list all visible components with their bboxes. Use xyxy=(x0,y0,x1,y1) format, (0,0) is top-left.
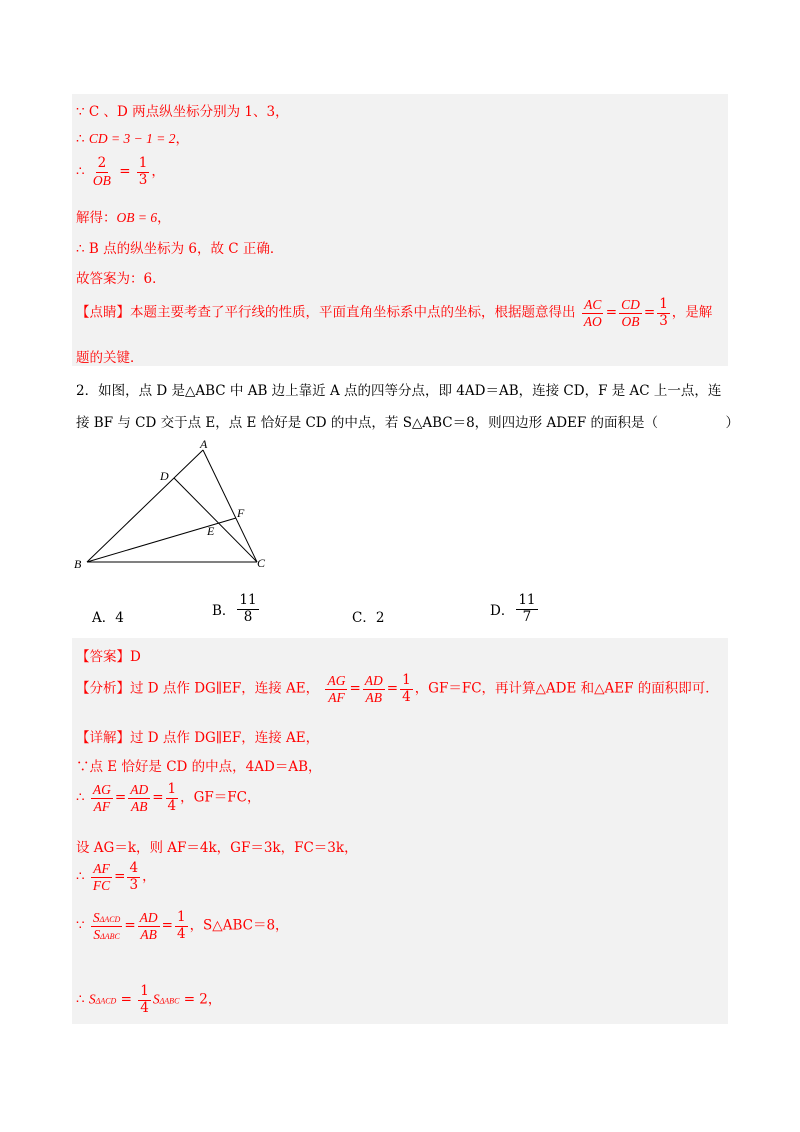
denominator: 4 xyxy=(167,797,177,814)
tag-analysis: 【分析】 xyxy=(76,680,130,697)
area-symbol: S xyxy=(88,991,96,1007)
denominator: 3 xyxy=(138,171,148,188)
denominator: 4 xyxy=(176,925,186,942)
choice-a[interactable]: A．4 xyxy=(92,610,124,626)
label-b: B xyxy=(74,557,82,571)
box1-line-2 xyxy=(76,127,189,147)
label-a: A xyxy=(200,437,208,451)
fraction xyxy=(128,782,150,814)
fraction xyxy=(91,861,112,893)
denominator: AF xyxy=(328,689,345,705)
box1-line-1: ∵ C 、D 两点纵坐标分别为 1、3， xyxy=(76,104,289,120)
numerator: AD xyxy=(364,673,383,688)
punctuation: ， xyxy=(175,131,189,147)
punctuation: ， xyxy=(142,868,156,885)
numerator: AD xyxy=(139,910,158,925)
denominator: 3 xyxy=(129,876,139,893)
fraction xyxy=(363,673,385,705)
fraction xyxy=(91,910,122,942)
label-e: E xyxy=(207,524,215,538)
tag-detail: 【详解】 xyxy=(76,730,130,746)
denominator: AB xyxy=(130,798,148,814)
punctuation: ，是解 xyxy=(671,304,713,321)
numerator: 4 xyxy=(129,860,139,876)
numerator: AD xyxy=(130,782,149,797)
box1-line-5: ∴ B 点的纵坐标为 6，故 C 正确． xyxy=(76,241,284,257)
area-symbol: S xyxy=(93,926,101,942)
detail-line-3: ∴ $\frac{AG}{AF}$ = $\frac{AD}{AB}$ = $\frac{1}{4}$ ，GF＝FC， xyxy=(76,781,261,814)
solve-label: 解得： xyxy=(76,210,117,226)
box1-line-3 xyxy=(76,156,165,188)
detail-line-4: 设 AG＝k，则 AF＝4k，GF＝3k，FC＝3k， xyxy=(76,840,358,856)
denominator: 4 xyxy=(140,999,149,1016)
detail-text: 过 D 点作 DG∥EF，连接 AE， xyxy=(130,730,320,746)
therefore-symbol: ∴ xyxy=(76,991,85,1008)
numerator: CD xyxy=(621,297,640,312)
detail-line-6: ∵ $\frac{\text{SΔACD}}{\text{SΔABC}}$ = $\frac{AD}{AB}$ = $\frac{1}{4}$ ，S△ABC＝8， xyxy=(76,909,289,942)
equals: = xyxy=(119,163,131,180)
numerator: 1 xyxy=(659,296,668,312)
choice-d-label: D． xyxy=(490,603,515,620)
box1-line-4 xyxy=(76,206,171,226)
numerator: 2 xyxy=(97,155,107,171)
denominator: 7 xyxy=(522,608,532,625)
subscript: ΔACD xyxy=(95,996,117,1006)
because-symbol: ∵ xyxy=(76,917,85,934)
area-symbol: S xyxy=(152,991,160,1007)
numerator: 1 xyxy=(140,983,149,999)
detail-line-7 xyxy=(76,984,221,1016)
label-d: D xyxy=(160,469,169,483)
denominator: 3 xyxy=(659,312,668,329)
denominator: 4 xyxy=(402,688,411,705)
punctuation: ， xyxy=(157,210,171,226)
key-point-text: 本题主要考查了平行线的性质，平面直角坐标系中点的坐标，根据题意得出 xyxy=(130,304,576,321)
denominator: AB xyxy=(140,926,157,942)
question-line-1: 2．如图，点 D 是△ABC 中 AB 边上靠近 A 点的四等分点，即 4AD＝AB，连接 CD，F 是 AC 上一点，连 xyxy=(76,383,722,399)
equation: = 2 xyxy=(183,991,208,1008)
label-f: F xyxy=(237,506,245,520)
fraction xyxy=(325,673,347,705)
numerator: AC xyxy=(584,297,602,312)
tag-answer: 【答案】 xyxy=(76,649,130,665)
fraction xyxy=(137,156,150,188)
choice-b-label: B． xyxy=(212,603,236,620)
analysis-text: 过 D 点作 DG∥EF，连接 AE， xyxy=(130,680,320,697)
analysis-text: ，GF＝FC，再计算△ADE 和△AEF 的面积即可． xyxy=(414,680,719,697)
therefore-symbol: ∴ xyxy=(76,789,85,806)
answer-value: D xyxy=(130,649,141,665)
fraction xyxy=(91,156,113,188)
segment-dc xyxy=(174,478,257,562)
choice-d[interactable] xyxy=(490,593,540,625)
denominator: OB xyxy=(621,313,640,329)
fraction xyxy=(138,984,151,1016)
triangle-figure xyxy=(70,436,290,576)
box1-line-8: 题的关键． xyxy=(76,350,144,366)
fraction xyxy=(657,297,670,329)
choice-b[interactable] xyxy=(212,593,261,625)
question-line-2: 接 BF 与 CD 交于点 E，点 E 恰好是 CD 的中点，若 S△ABC＝8，则四边形 ADEF 的面积是（ ） xyxy=(76,415,740,431)
subscript: ΔABC xyxy=(100,931,120,941)
therefore-symbol: ∴ xyxy=(76,868,85,885)
therefore-symbol: ∴ xyxy=(76,163,85,180)
area-symbol: S xyxy=(92,910,100,925)
numerator: 1 xyxy=(167,781,177,797)
equation: CD = 3 − 1 = 2 xyxy=(88,131,176,146)
detail-line-2: ∵点 E 恰好是 CD 的中点，4AD＝AB， xyxy=(76,759,322,775)
denominator: AO xyxy=(583,313,602,329)
label-c: C xyxy=(257,556,266,570)
denominator: 8 xyxy=(243,608,253,625)
segment-ac xyxy=(203,450,257,562)
fraction xyxy=(91,782,113,814)
fraction xyxy=(166,782,179,814)
answer-line xyxy=(76,645,141,665)
fraction xyxy=(138,910,160,942)
numerator: AG xyxy=(327,673,346,688)
punctuation: ，GF＝FC， xyxy=(180,789,261,806)
numerator: 1 xyxy=(138,155,148,171)
denominator: OB xyxy=(92,172,111,188)
punctuation: ， xyxy=(151,163,165,180)
fraction xyxy=(582,297,604,329)
numerator: 1 xyxy=(176,909,186,925)
box1-line-7: 【点睛】本题主要考查了平行线的性质，平面直角坐标系中点的坐标，根据题意得出 $\frac{AC}{AO}$ = $\frac{CD}{OB}$ = $\frac{1}{3}$ ，是解 xyxy=(76,296,713,329)
denominator: AF xyxy=(93,798,111,814)
box1-line-6: 故答案为：6． xyxy=(76,271,166,287)
punctuation: ，S△ABC＝8， xyxy=(189,917,289,934)
numerator: 11 xyxy=(239,592,257,608)
denominator: FC xyxy=(92,877,111,893)
fraction xyxy=(400,673,413,705)
fraction xyxy=(237,593,258,625)
numerator: 11 xyxy=(518,592,536,608)
fraction xyxy=(516,593,537,625)
numerator: 1 xyxy=(402,672,411,688)
fraction xyxy=(619,297,642,329)
tag-key-point: 【点睛】 xyxy=(76,304,130,321)
subscript: ΔABC xyxy=(159,996,180,1006)
numerator: AF xyxy=(93,861,110,876)
equation: OB = 6 xyxy=(116,210,158,225)
equals: = xyxy=(120,991,132,1008)
therefore-symbol: ∴ xyxy=(76,131,85,147)
denominator: AB xyxy=(365,689,383,705)
analysis-line: 【分析】过 D 点作 DG∥EF，连接 AE， $\frac{AG}{AF}$ = $\frac{AD}{AB}$ = $\frac{1}{4}$ ，GF＝FC，再计算△ADE 和△AEF 的面积即可． xyxy=(76,672,719,705)
numerator: AG xyxy=(92,782,111,797)
detail-line-1 xyxy=(76,726,319,746)
detail-line-5: ∴ $\frac{AF}{FC}$ = $\frac{4}{3}$ ， xyxy=(76,860,156,893)
subscript: ΔACD xyxy=(99,915,121,924)
punctuation: ， xyxy=(207,991,222,1008)
fraction xyxy=(175,910,188,942)
choice-c[interactable]: C．2 xyxy=(352,610,385,626)
fraction xyxy=(127,861,140,893)
